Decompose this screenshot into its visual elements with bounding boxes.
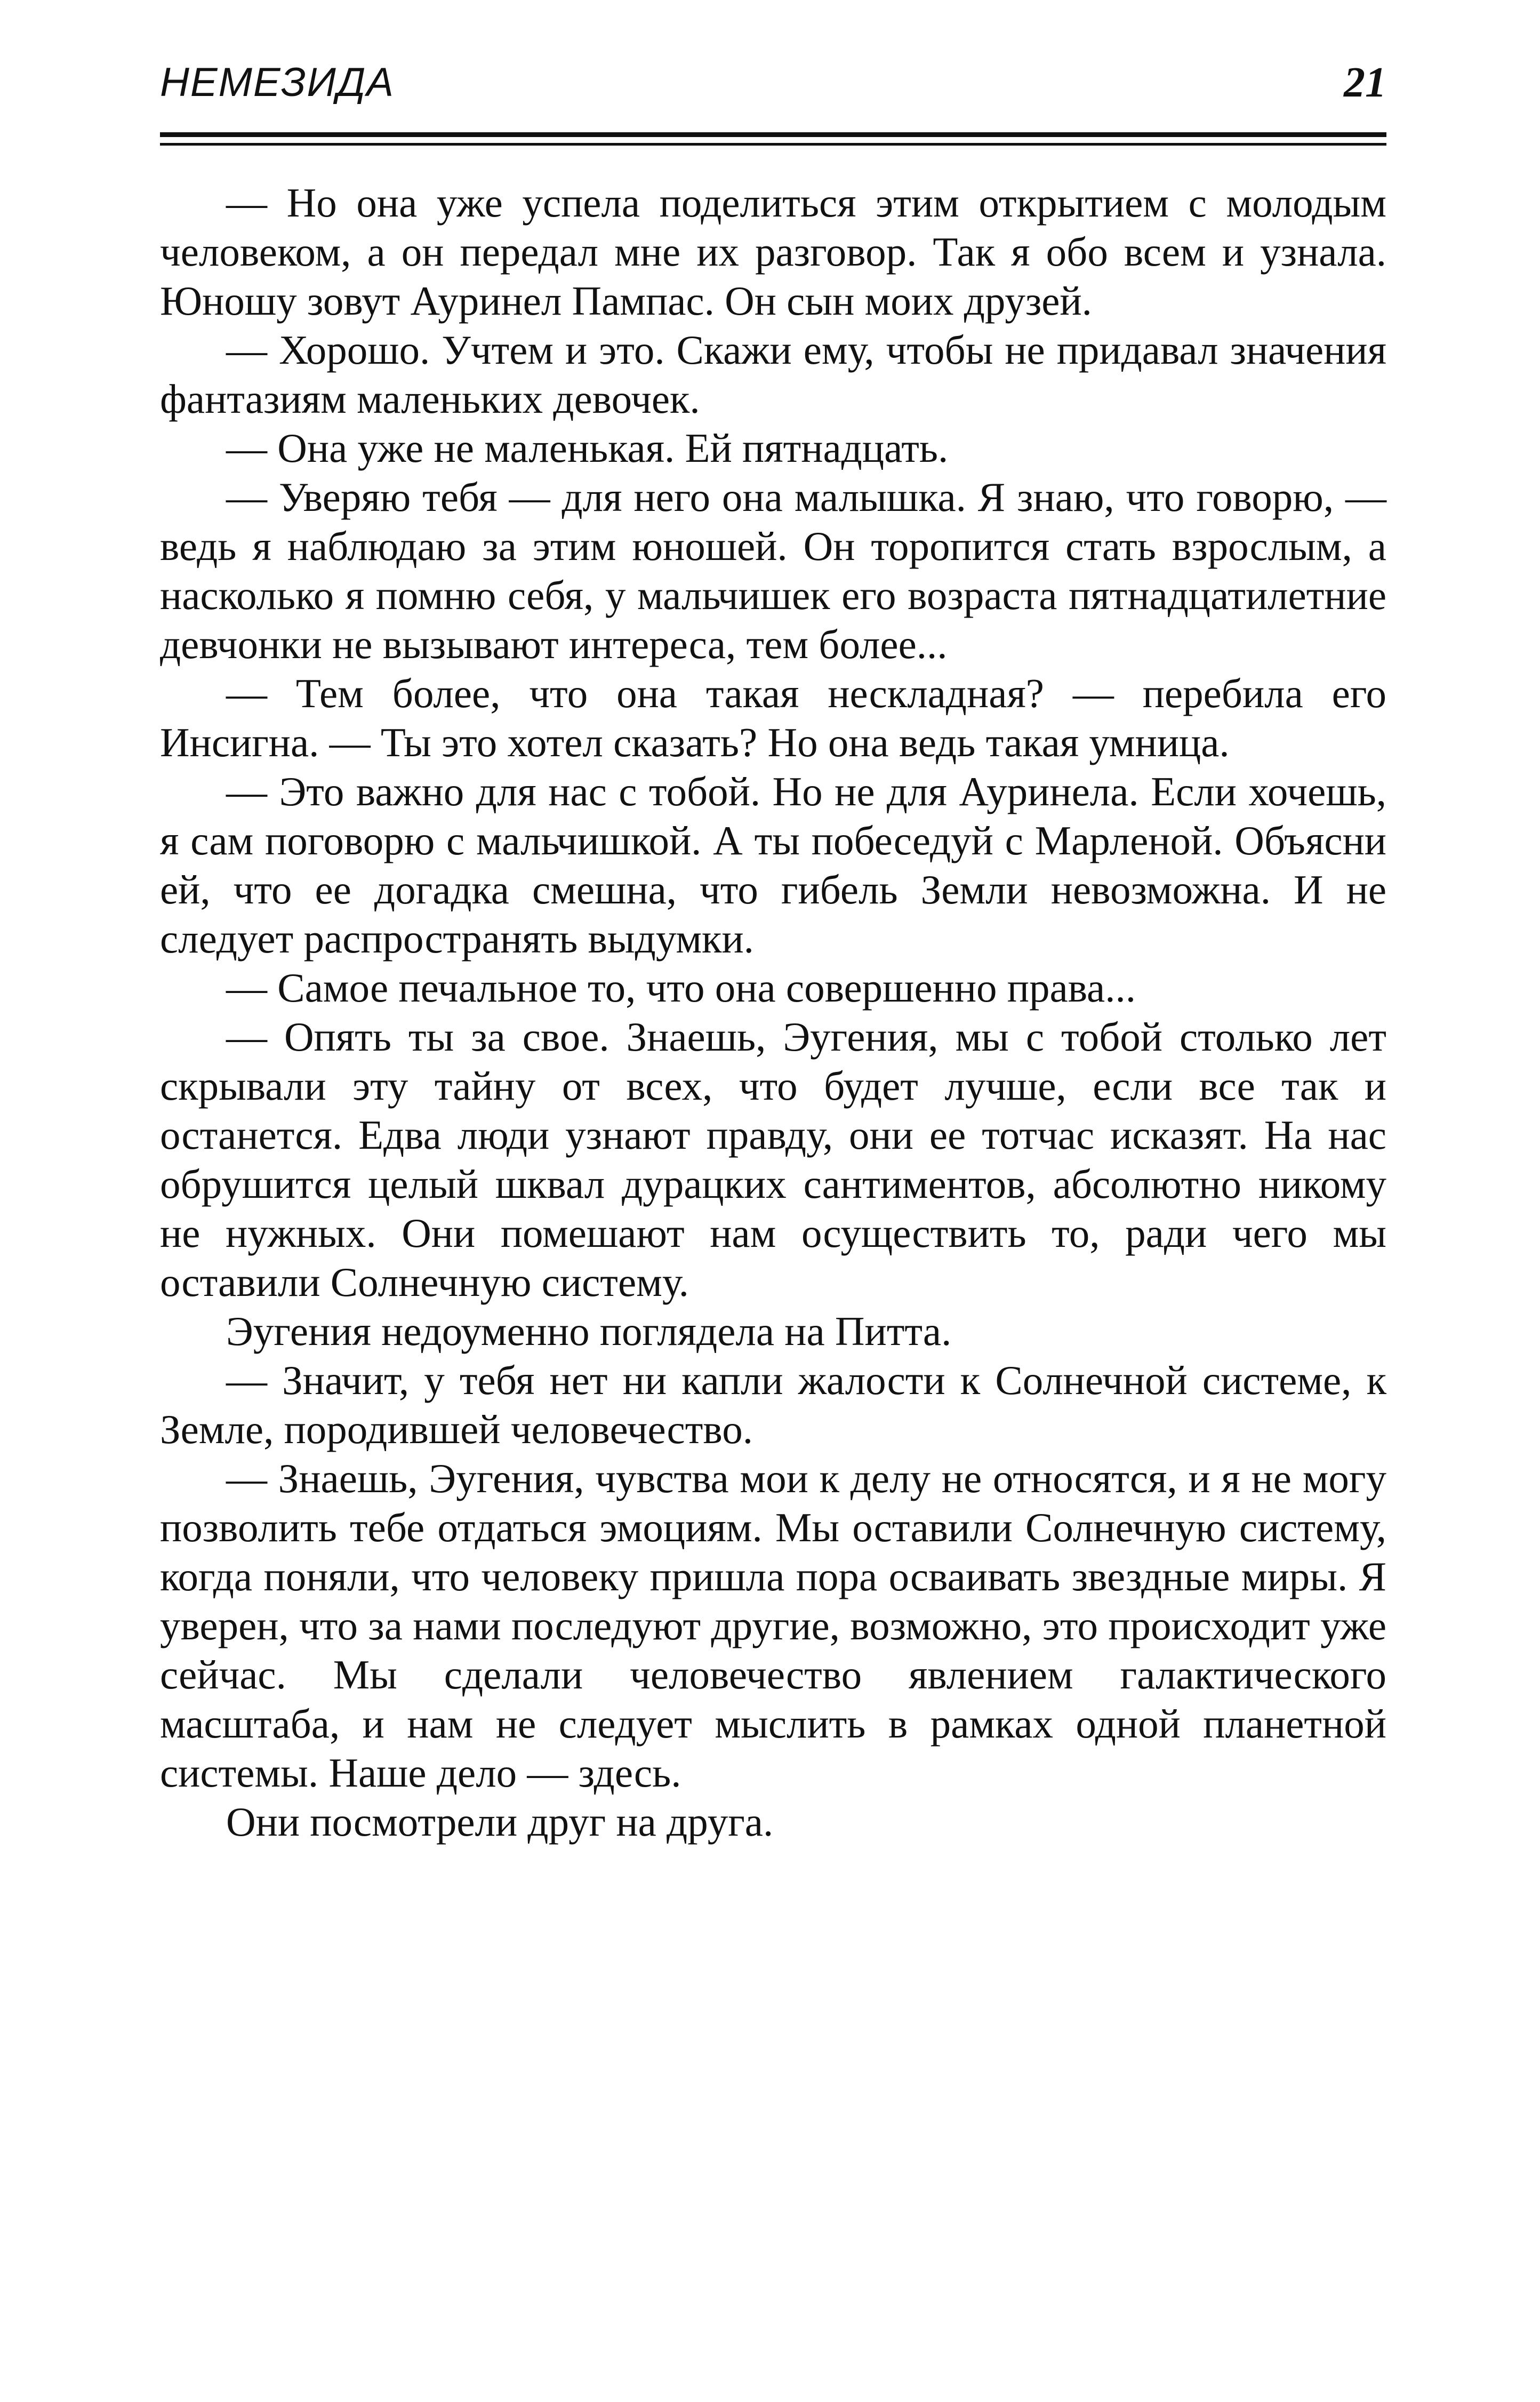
paragraph: Они посмотрели друг на друга. [226, 1799, 774, 1845]
header-rule-thin [160, 143, 1386, 146]
header-rule-thick [160, 132, 1386, 137]
paragraph: — Но она уже успела поделиться этим открытием с молодым человеком, а он передал мне их разговор. Так я обо всем и узнала. Юношу зовут Ауринел Пампас. Он сын моих друзей. [160, 180, 1386, 324]
body-text [160, 178, 1386, 1846]
page-number: 21 [1344, 59, 1386, 106]
page-header [160, 53, 1386, 112]
paragraph: — Самое печальное то, что она совершенно права... [226, 965, 1136, 1011]
paragraph: — Опять ты за свое. Знаешь, Эугения, мы с тобой столько лет скрывали эту тайну от всех, что будет лучше, если все так и останется. Едва люди узнают правду, они ее тотчас исказят. На нас обрушится целый шквал дурацких сантиментов, абсолютно никому не нужных. Они помешают нам осуществить то, ради чего мы оставили Солнечную систему. [160, 1014, 1386, 1305]
paragraph: — Это важно для нас с тобой. Но не для Ауринела. Если хочешь, я сам поговорю с мальчишкой. А ты побеседуй с Марленой. Объясни ей, что ее догадка смешна, что гибель Земли невозможна. И не следует распространять выдумки. [160, 768, 1386, 962]
paragraph: — Она уже не маленькая. Ей пятнадцать. [226, 425, 949, 471]
paragraph: — Тем более, что она такая нескладная? — перебила его Инсигна. — Ты это хотел сказать? Но она ведь такая умница. [160, 670, 1386, 765]
paragraph: — Знаешь, Эугения, чувства мои к делу не относятся, и я не могу позволить тебе отдаться эмоциям. Мы оставили Солнечную систему, когда поняли, что человеку пришла пора осваивать звездные миры. Я уверен, что за нами последуют другие, возможно, это происходит уже сейчас. Мы сделали человечество явлением галактического масштаба, и нам не следует мыслить в рамках одной планетной системы. Наше дело — здесь. [160, 1455, 1386, 1796]
paragraph: — Хорошо. Учтем и это. Скажи ему, чтобы не придавал значения фантазиям маленьких девочек. [160, 327, 1386, 422]
paragraph: — Уверяю тебя — для него она малышка. Я знаю, что говорю, — ведь я наблюдаю за этим юношей. Он торопится стать взрослым, а насколько я помню себя, у мальчишек его возраста пятнадцатилетние девчонки не вызывают интереса, тем более... [160, 474, 1386, 667]
paragraph: Эугения недоуменно поглядела на Питта. [226, 1308, 952, 1354]
running-title: НЕМЕЗИДА [160, 60, 395, 105]
paragraph: — Значит, у тебя нет ни капли жалости к Солнечной системе, к Земле, породившей человечество. [160, 1357, 1386, 1452]
